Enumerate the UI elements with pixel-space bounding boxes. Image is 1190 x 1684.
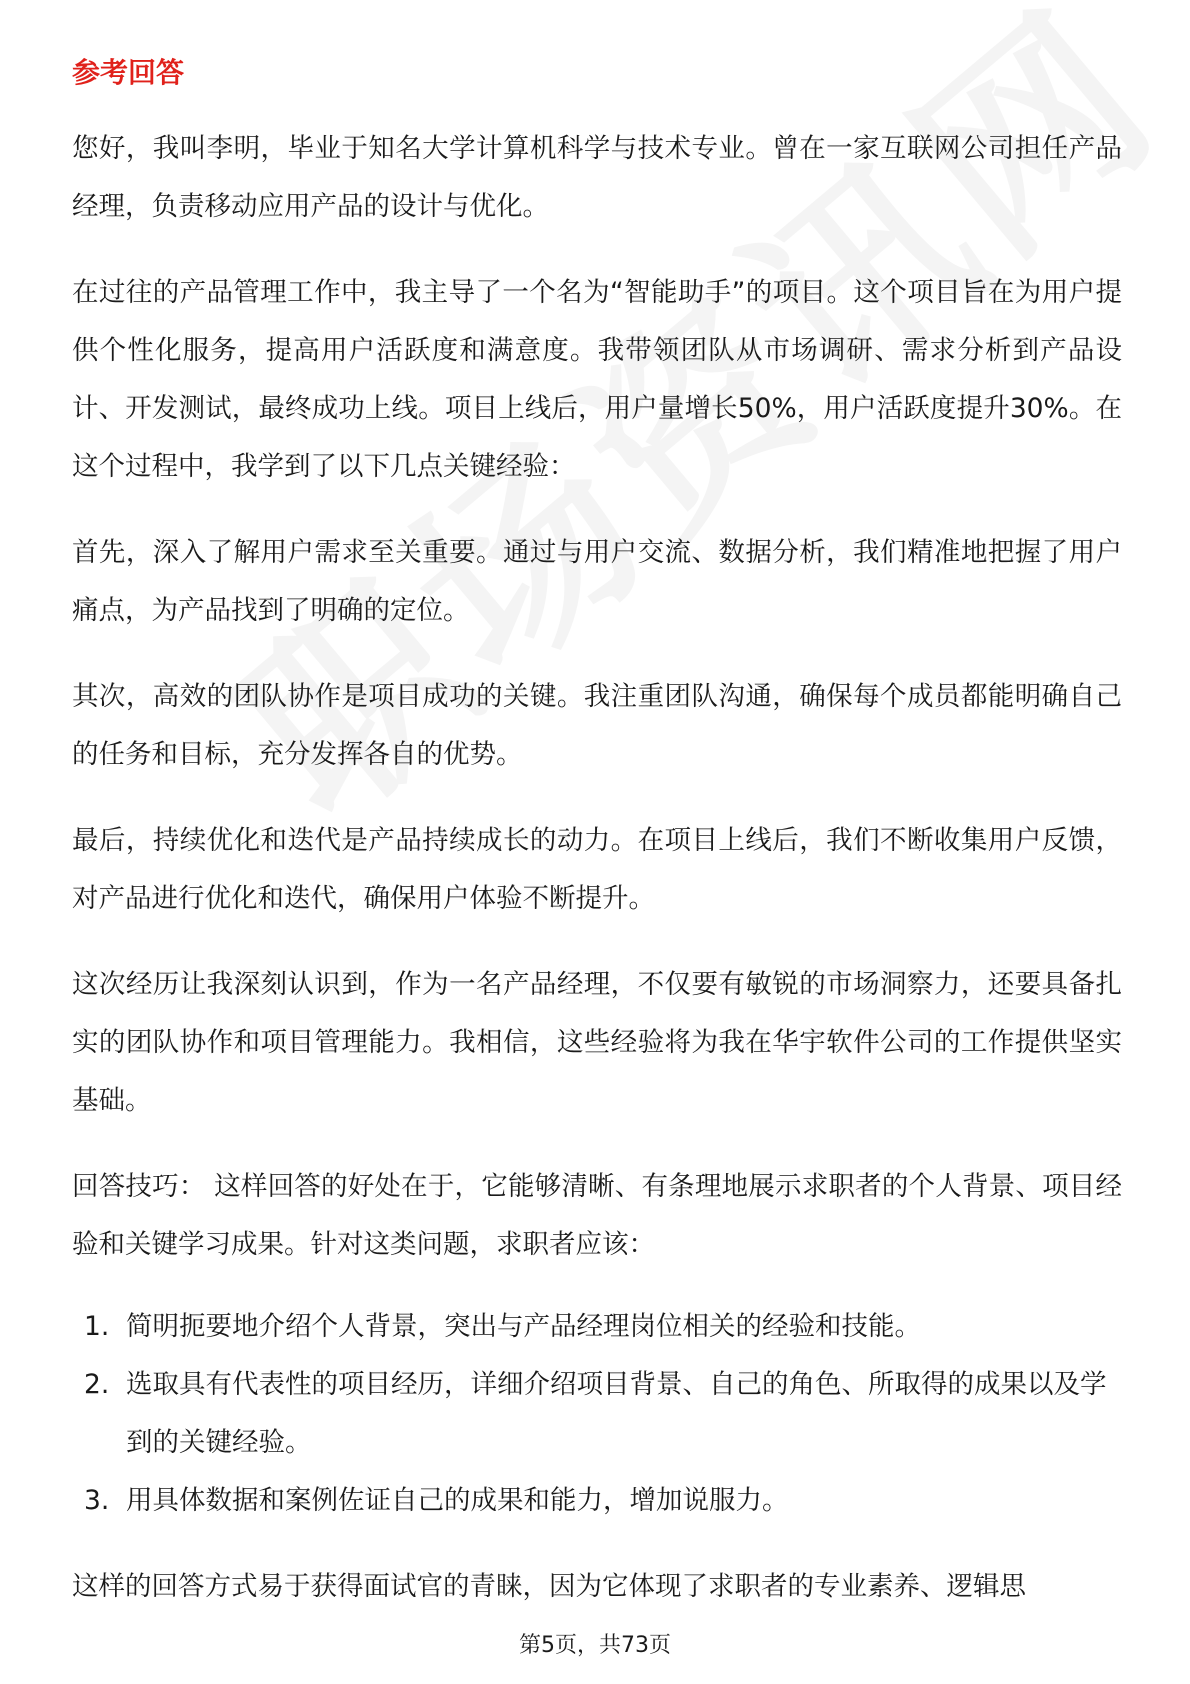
list-item-number: 1. bbox=[84, 1311, 110, 1342]
paragraph-second: 其次，高效的团队协作是项目成功的关键。我注重团队沟通，确保每个成员都能明确自己的任务和目标，充分发挥各自的优势。 bbox=[72, 681, 1122, 770]
list-item bbox=[72, 1356, 1122, 1472]
paragraph-first: 首先，深入了解用户需求至关重要。通过与用户交流、数据分析，我们精准地把握了用户痛点，为产品找到了明确的定位。 bbox=[72, 537, 1122, 626]
paragraph-closing: 这样的回答方式易于获得面试官的青睐，因为它体现了求职者的专业素养、逻辑思 bbox=[72, 1571, 1026, 1602]
paragraph-last: 最后，持续优化和迭代是产品持续成长的动力。在项目上线后，我们不断收集用户反馈，对产品进行优化和迭代，确保用户体验不断提升。 bbox=[72, 825, 1122, 914]
paragraph-tips-intro: 回答技巧： 这样回答的好处在于，它能够清晰、有条理地展示求职者的个人背景、项目经验和关键学习成果。针对这类问题，求职者应该： bbox=[72, 1171, 1122, 1260]
paragraph-summary: 这次经历让我深刻认识到，作为一名产品经理，不仅要有敏锐的市场洞察力，还要具备扎实的团队协作和项目管理能力。我相信，这些经验将为我在华宇软件公司的工作提供坚实基础。 bbox=[72, 969, 1122, 1116]
section-heading: 参考回答 bbox=[72, 56, 185, 89]
page-footer: 第5页，共73页 bbox=[519, 1633, 671, 1658]
paragraph-intro: 您好，我叫李明，毕业于知名大学计算机科学与技术专业。曾在一家互联网公司担任产品经理，负责移动应用产品的设计与优化。 bbox=[72, 133, 1122, 222]
list-item bbox=[72, 1472, 1122, 1530]
paragraph-project: 在过往的产品管理工作中，我主导了一个名为“智能助手”的项目。这个项目旨在为用户提供个性化服务，提高用户活跃度和满意度。我带领团队从市场调研、需求分析到产品设计、开发测试，最终成功上线。项目上线后，用户量增长50%，用户活跃度提升30%。在这个过程中，我学到了以下几点关键经验： bbox=[72, 277, 1122, 482]
list-item bbox=[72, 1298, 1122, 1356]
list-item-number: 2. bbox=[84, 1369, 110, 1400]
document-content bbox=[72, 44, 1122, 1644]
list-item-text: 选取具有代表性的项目经历，详细介绍项目背景、自己的角色、所取得的成果以及学到的关键经验。 bbox=[126, 1369, 1107, 1458]
tips-list bbox=[72, 1298, 1122, 1530]
list-item-number: 3. bbox=[84, 1485, 110, 1516]
list-item-text: 简明扼要地介绍个人背景，突出与产品经理岗位相关的经验和技能。 bbox=[126, 1311, 921, 1342]
list-item-text: 用具体数据和案例佐证自己的成果和能力，增加说服力。 bbox=[126, 1485, 789, 1516]
